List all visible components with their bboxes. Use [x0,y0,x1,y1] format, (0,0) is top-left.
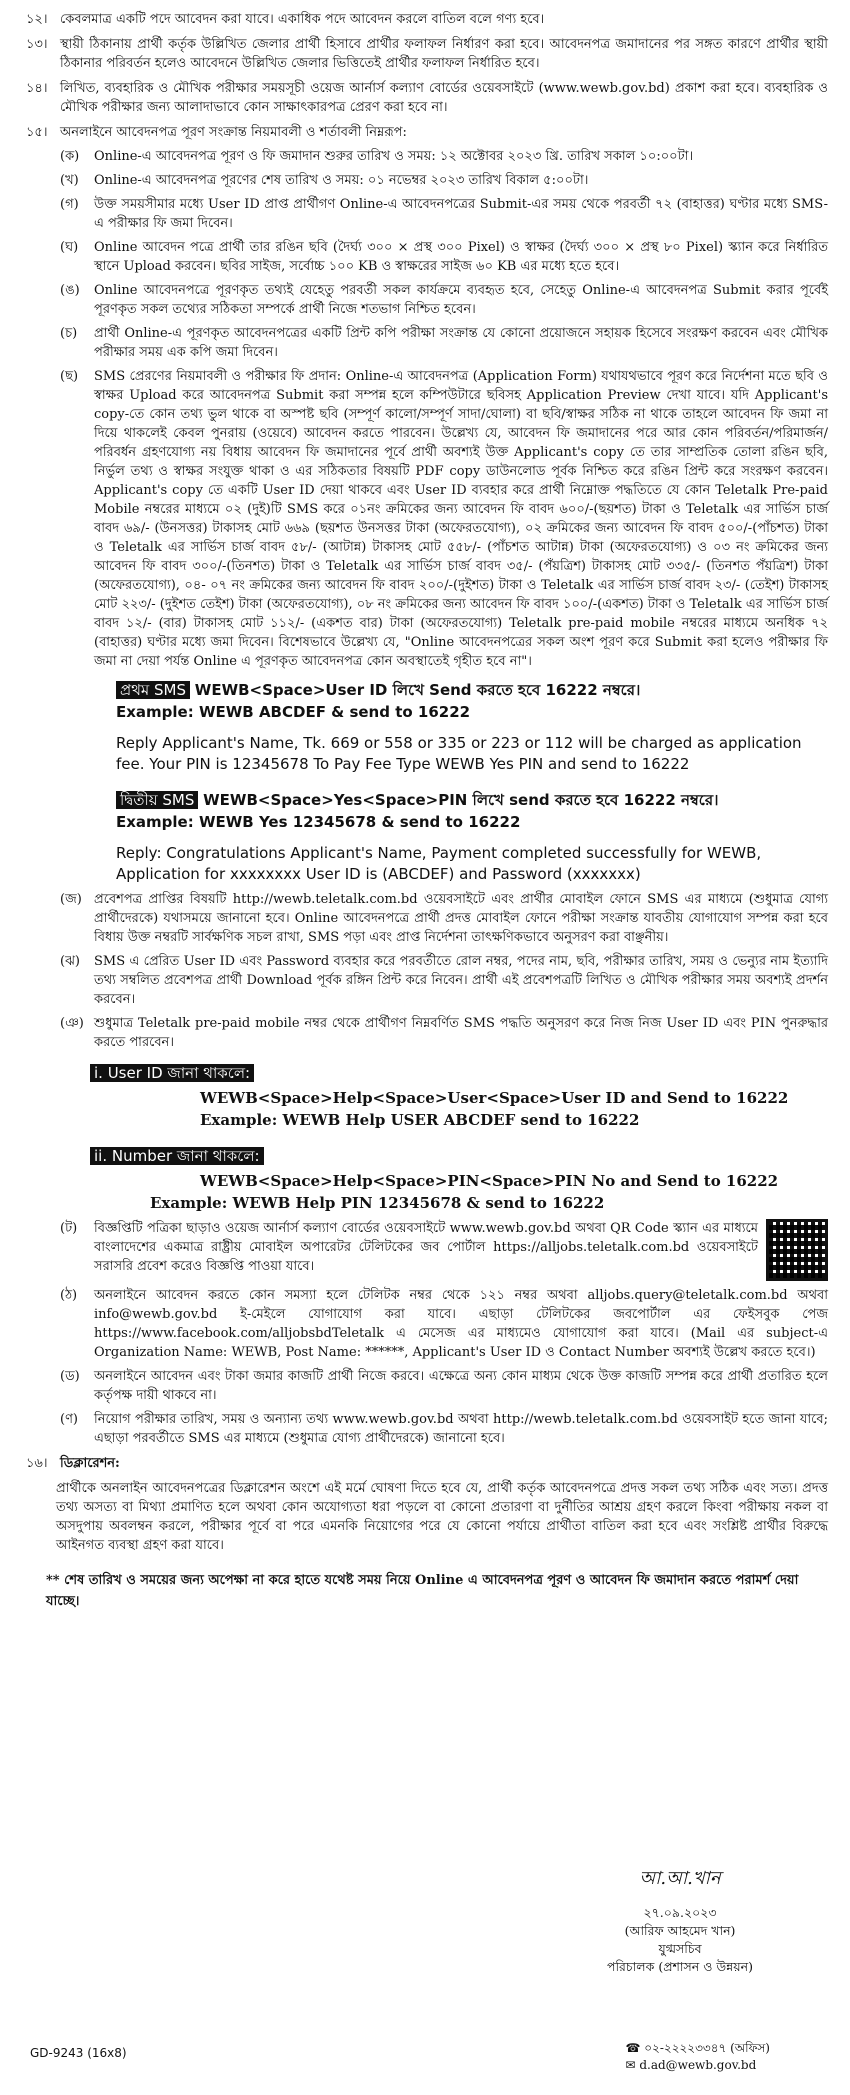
clause-number: ১৪। [26,81,48,96]
item-text: প্রার্থী Online-এ পূরণকৃত আবেদনপত্রের একটি প্রিন্ট কপি পরীক্ষা সংক্রান্ত যে কোনো প্রয়োজনে সহায়ক হিসেবে সংরক্ষণ করবেন এবং মৌখিক পরীক্ষার সময় এক কপি জমা দিবেন। [94,326,828,360]
section-heading: অনলাইনে আবেদনপত্র পূরণ সংক্রান্ত নিয়মাবলী ও শর্তাবলী নিম্নরূপ: [60,125,407,140]
section-16 [26,1454,828,1473]
list-item [60,324,828,362]
item-text: Online আবেদনপত্রে পূরণকৃত তথ্যই যেহেতু পরবর্তী সকল কার্যক্রমে ব্যবহৃত হবে, সেহেতু Online-এ আবেদনপত্র Submit করার পূর্বেই পূরণকৃত সকল তথ্যের সঠিকতা সম্পর্কে প্রার্থী নিজে শতভাগ নিশ্চিত হবেন। [94,283,828,317]
signatory-title: যুগ্মসচিব [658,1941,702,1956]
item-text: Online-এ আবেদনপত্র পূরণের শেষ তারিখ ও সময়: ০১ নভেম্বর ২০২৩ তারিখ বিকাল ৫:০০টা। [94,173,589,188]
list-item [60,1410,828,1448]
signatory-name: (আরিফ আহমেদ খান) [624,1923,736,1938]
list-item [60,147,828,166]
item-text: শুধুমাত্র Teletalk pre-paid mobile নম্বর থেকে প্রার্থীগণ নিম্নবর্ণিত SMS পদ্ধতি অনুসরণ করে নিজ নিজ User ID এবং PIN পুনরুদ্ধার করতে পারবেন। [94,1016,828,1050]
email-line: ✉ d.ad@wewb.gov.bd [625,2058,757,2072]
signature-date: ২৭.০৯.২০২৩ [643,1905,717,1920]
second-sms-line: WEWB<Space>Yes<Space>PIN লিখে send করতে হবে 16222 নম্বরে। [203,791,719,809]
list-item [60,952,828,1009]
contact-info [625,2040,770,2074]
first-sms-example: Example: WEWB ABCDEF & send to 16222 [116,703,471,721]
item-label: (ঝ) [60,954,80,969]
item-text: নিয়োগ পরীক্ষার তারিখ, সময় ও অন্যান্য তথ্য www.wewb.gov.bd অথবা http://wewb.teletalk.com.bd ওয়েবসাইট হতে জানা যাবে; এছাড়া পরবর্তীতে SMS এর মাধ্যমে (শুধুমাত্র যোগ্য প্রার্থীদেরকে) জানানো হবে। [94,1412,828,1446]
gd-number: GD-9243 (16x8) [30,2046,127,2060]
user-id-tag: i. User ID জানা থাকলে: [90,1064,254,1082]
declaration-text: প্রার্থীকে অনলাইন আবেদনপত্রের ডিক্লারেশন অংশে এই মর্মে ঘোষণা দিতে হবে যে, প্রার্থী কর্তৃক আবেদনপত্রে প্রদত্ত সকল তথ্য সঠিক এবং সত্য। প্রদত্ত তথ্য অসত্য বা মিথ্যা প্রমাণিত হলে অথবা কোন অযোগ্যতা ধরা পড়লে বা কোনো প্রতারণা বা দুর্নীতির আশ্রয় গ্রহণ করলে কিংবা পরীক্ষায় নকল বা অসদুপায় অবলম্বন করলে, পরীক্ষার পূর্বে বা পরে এমনকি নিয়োগের পরে যে কোনো পর্যায়ে প্রার্থীতা বাতিল করা হবে এবং সংশ্লিষ্ট প্রার্থীর বিরুদ্ধে আইনগত ব্যবস্থা গ্রহণ করা যাবে। [56,1481,828,1553]
item-label: (ঘ) [60,240,79,255]
item-label: (ণ) [60,1412,79,1427]
item-label: (ছ) [60,369,79,384]
item-text: বিজ্ঞপ্তিটি পত্রিকা ছাড়াও ওয়েজ আর্নার্স কল্যাণ বোর্ডের ওয়েবসাইটে www.wewb.gov.bd অথবা QR Code স্ক্যান এর মাধ্যমে বাংলাদেশের একমাত্র রাষ্ট্রীয় মোবাইল অপারেটর টেলিটকের জব পোর্টাল https://alljobs.teletalk.com.bd ওয়েবসাইটে সরাসরি প্রবেশ করেও বিজ্ঞপ্তি পাওয়া যাবে। [94,1221,758,1274]
list-item [60,238,828,276]
list-item [60,171,828,190]
list-item [60,890,828,947]
list-item [60,367,828,671]
sms-instructions [116,679,828,885]
item-label: (ঙ) [60,283,80,298]
numbered-clause [26,35,828,73]
numbered-clause [26,79,828,117]
item-text: SMS এ প্রেরিত User ID এবং Password ব্যবহার করে পরবর্তীতে রোল নম্বর, পদের নাম, ছবি, পরীক্ষার তারিখ, সময় ও ভেন্যুর নাম ইত্যাদি তথ্য সম্বলিত প্রবেশপত্র প্রার্থী Download পূর্বক রঙ্গিন প্রিন্ট করে নিবেন। প্রার্থী এই প্রবেশপত্রটি লিখিত ও মৌখিক পরীক্ষার সময় অবশ্যই প্রদর্শন করবেন। [94,954,828,1007]
item-label: (গ) [60,197,79,212]
advisory-note: ** শেষ তারিখ ও সময়ের জন্য অপেক্ষা না করে হাতে যথেষ্ট সময় নিয়ে Online এ আবেদনপত্র পূরণ ও আবেদন ফি জমাদান করতে পরামর্শ দেয়া যাচ্ছে। [46,1573,799,1609]
second-sms-tag: দ্বিতীয় SMS [116,791,198,809]
clause-text: কেবলমাত্র একটি পদে আবেদন করা যাবে। একাধিক পদে আবেদন করলে বাতিল বলে গণ্য হবে। [60,12,545,27]
list-item [60,281,828,319]
phone-line: ☎ ০২-২২২২৩৩৪৭ (অফিস) [625,2041,770,2055]
clause-number: ১৩। [26,37,48,52]
section-heading: ডিক্লারেশন: [60,1456,120,1471]
second-sms-example: Example: WEWB Yes 12345678 & send to 16222 [116,813,521,831]
item-label: (ঠ) [60,1288,78,1303]
number-example: Example: WEWB Help PIN 12345678 & send to 16222 [150,1194,605,1212]
list-item [60,1367,828,1405]
item-text: Online-এ আবেদনপত্র পূরণ ও ফি জমাদান শুরুর তারিখ ও সময়: ১২ অক্টোবর ২০২৩ খ্রি. তারিখ সকাল ১০:০০টা। [94,149,694,164]
list-item [60,1014,828,1052]
item-text: অনলাইনে আবেদন করতে কোন সমস্যা হলে টেলিটক নম্বর থেকে ১২১ নম্বর অথবা alljobs.query@teletalk.com.bd অথবা info@wewb.gov.bd ই-মেইলে যোগাযোগ করা যাবে। এছাড়া টেলিটকের জবপোর্টাল এর ফেইসবুক পেজ https://www.facebook.com/alljobsbdTeletalk এ মেসেজ এর মাধ্যমেও যোগাযোগ করা যাবে। (Mail এর subject-এ Organization Name: WEWB, Post Name: ******, Applicant's User ID ও Contact Number অবশ্যই উল্লেখ করতে হবে।) [94,1288,828,1360]
clause-text: স্থায়ী ঠিকানায় প্রার্থী কর্তৃক উল্লিখিত জেলার প্রার্থী হিসাবে প্রার্থীর ফলাফল নির্ধারণ করা হবে। আবেদনপত্র জমাদানের পর সঙ্গত কারণে প্রার্থীর স্থায়ী ঠিকানার পরিবর্তন হলেও আবেদনে উল্লিখিত জেলার ভিত্তিতেই প্রার্থীর ফলাফল নির্ধারিত হবে। [60,37,828,71]
numbered-clause [26,10,828,29]
item-text: SMS প্রেরণের নিয়মাবলী ও পরীক্ষার ফি প্রদান: Online-এ আবেদনপত্র (Application Form) যথাযথভাবে পূরণ করে নির্দেশনা মতে ছবি ও স্বাক্ষর Upload করে আবেদনপত্র Submit করা সম্পন্ন হলে কম্পিউটারে ছবিসহ Application Preview দেখা যাবে। যদি Applicant's copy-তে কোন তথ্য ভুল থাকে বা অস্পষ্ট ছবি (সম্পূর্ণ কালো/সম্পূর্ণ সাদা/ঘোলা) বা ছবি/স্বাক্ষর সঠিক না থাকে তাহলে আবেদন ফি জমা না দিয়ে থাকলেই কেবল পুনরায় (ওয়েবে) আবেদন করতে পারবেন। উল্লেখ্য যে, আবেদন ফি জমাদানের পরে আর কোন পরিবর্তন/পরিমার্জন/পরিবর্ধন গ্রহণযোগ্য নয় বিধায় আবেদন ফি জমাদানের পূর্বে প্রার্থী অবশ্যই উক্ত Applicant's copy তে তার সাম্প্রতিক তোলা রঙিন ছবি, নির্ভুল তথ্য ও স্বাক্ষর সংযুক্ত থাকা ও এর সঠিকতার বিষয়টি PDF copy ডাউনলোড পূর্বক নিশ্চিত করে রঙিন প্রিন্ট করে সংরক্ষণ করবেন। Applicant's copy তে একটি User ID দেয়া থাকবে এবং User ID ব্যবহার করে প্রার্থী নিম্নোক্ত পদ্ধতিতে যে কোন Teletalk Pre-paid Mobile নম্বরের মাধ্যমে ০২ (দুই)টি SMS করে ০১নং ক্রমিকের জন্য আবেদন ফি বাবদ ৬০০/-(ছয়শত) টাকা ও Teletalk এর সার্ভিস চার্জ বাবদ ৬৯/- (উনসত্তর) টাকাসহ মোট ৬৬৯ (ছয়শত উনসত্তর টাকা (অফেরতযোগ্য), ০২ ক্রমিকের জন্য আবেদন ফি বাবদ ৫০০/-(পাঁচশত) টাকা ও Teletalk এর সার্ভিস চার্জ বাবদ ৫৮/- (আটান্ন) টাকাসহ মোট ৫৫৮/- (পাঁচশত আটান্ন) টাকা (অফেরতযোগ্য) ও ০৩ নং ক্রমিকের জন্য আবেদন ফি বাবদ ৩০০/-(তিনশত) টাকা ও Teletalk এর সার্ভিস চার্জ বাবদ ৩৫/- (পঁয়ত্রিশ) টাকাসহ মোট ৩৩৫/- (তিনশত পঁয়ত্রিশ) টাকা (অফেরতযোগ্য), ০৪- ০৭ নং ক্রমিকের জন্য আবেদন ফি বাবদ ২০০/-(দুইশত) টাকা ও Teletalk এর সার্ভিস চার্জ বাবদ ২৩/- (তেইশ) টাকাসহ মোট ২২৩/- (দুইশত তেইশ) টাকা (অফেরতযোগ্য), ০৮ নং ক্রমিকের জন্য আবেদন ফি বাবদ ১০০/-(একশত) টাকা ও Teletalk এর সার্ভিস চার্জ বাবদ ১২/- (বার) টাকাসহ মোট ১১২/- (একশত বার) টাকা (অফেরতযোগ্য) Teletalk pre-paid mobile নম্বরের মাধ্যমে অনধিক ৭২ (বাহাত্তর) ঘণ্টার মধ্যে জমা দিবেন। বিশেষভাবে উল্লেখ্য যে, "Online আবেদনপত্রের সকল অংশ পূরণ করে Submit করা হলেও পরীক্ষার ফি জমা না দেয়া পর্যন্ত Online এ পূরণকৃত আবেদনপত্র কোন অবস্থাতেই গৃহীত হবে না"। [94,369,828,669]
list-item [60,1219,828,1281]
signatory-office: পরিচালক (প্রশাসন ও উন্নয়ন) [606,1959,753,1974]
item-text: অনলাইনে আবেদন এবং টাকা জমার কাজটি প্রার্থী নিজে করবে। এক্ষেত্রে অন্য কোন মাধ্যম থেকে উক্ত কাজটি সম্পন্ন করে প্রার্থী প্রতারিত হলে কর্তৃপক্ষ দায়ী থাকবে না। [94,1369,828,1403]
signature-block [580,1870,780,1976]
list-item [60,195,828,233]
number-line: WEWB<Space>Help<Space>PIN<Space>PIN No and Send to 16222 [200,1172,779,1190]
item-label: (চ) [60,326,78,341]
recovery-instructions [90,1062,828,1214]
item-label: (ক) [60,149,80,164]
section-number: ১৬। [26,1456,48,1471]
item-text: উক্ত সময়সীমার মধ্যে User ID প্রাপ্ত প্রার্থীগণ Online-এ আবেদনপত্রের Submit-এর সময় থেকে পরবর্তী ৭২ (বাহাত্তর) ঘণ্টার মধ্যে SMS-এ পরীক্ষার ফি জমা দিবেন। [94,197,828,231]
first-sms-tag: প্রথম SMS [116,681,190,699]
list-item [60,1286,828,1362]
second-sms-reply: Reply: Congratulations Applicant's Name, Payment completed successfully for WEWB, Application for xxxxxxxx User ID is (ABCDEF) and Password (xxxxxxx) [116,844,762,883]
item-label: (জ) [60,892,82,907]
item-text: প্রবেশপত্র প্রাপ্তির বিষয়টি http://wewb.teletalk.com.bd ওয়েবসাইটে এবং প্রার্থীর মোবাইল ফোনে SMS এর মাধ্যমে (শুধুমাত্র যোগ্য প্রার্থীদেরকে) যথাসময়ে জানানো হবে। Online আবেদনপত্রে প্রার্থী প্রদত্ত মোবাইল ফোনে পরীক্ষা সংক্রান্ত যাবতীয় যোগাযোগ সম্পন্ন করা হবে বিধায় উক্ত নম্বরটি সার্বক্ষণিক সচল রাখা, SMS পড়া এবং প্রাপ্ত নির্দেশনা তাৎক্ষণিকভাবে অনুসরণ করা বাঞ্ছনীয়। [94,892,828,945]
clause-number: ১২। [26,12,48,27]
number-tag: ii. Number জানা থাকলে: [90,1147,264,1165]
item-label: (ট) [60,1221,78,1236]
user-id-line: WEWB<Space>Help<Space>User<Space>User ID and Send to 16222 [200,1089,789,1107]
user-id-example: Example: WEWB Help USER ABCDEF send to 16222 [200,1111,640,1129]
item-label: (খ) [60,173,79,188]
item-label: (ঞ) [60,1016,84,1031]
signature-scribble: আ.আ.খান [639,1868,721,1889]
item-label: (ড) [60,1369,80,1384]
item-text: Online আবেদন পত্রে প্রার্থী তার রঙিন ছবি (দৈর্ঘ্য ৩০০ × প্রস্থ ৩০০ Pixel) ও স্বাক্ষর (দৈর্ঘ্য ৩০০ × প্রস্থ ৮০ Pixel) স্ক্যান করে নির্ধারিত স্থানে Upload করবেন। ছবির সাইজ, সর্বোচ্চ ১০০ KB ও স্বাক্ষরের সাইজ ৬০ KB এর মধ্যে হতে হবে। [94,240,828,274]
qr-code-icon[interactable] [766,1219,828,1281]
section-number: ১৫। [26,125,48,140]
first-sms-line: WEWB<Space>User ID লিখে Send করতে হবে 16222 নম্বরে। [194,681,641,699]
clause-text: লিখিত, ব্যবহারিক ও মৌখিক পরীক্ষার সময়সূচী ওয়েজ আর্নার্স কল্যাণ বোর্ডের ওয়েবসাইটে (www.wewb.gov.bd) প্রকাশ করা হবে। ব্যবহারিক ও মৌখিক পরীক্ষার জন্য আলাদাভাবে কোন সাক্ষাৎকারপত্র প্রেরণ করা হবে না। [60,81,828,115]
first-sms-reply: Reply Applicant's Name, Tk. 669 or 558 or 335 or 223 or 112 will be charged as application fee. Your PIN is 12345678 To Pay Fee Type WEWB Yes PIN and send to 16222 [116,734,802,773]
section-15 [26,123,828,671]
